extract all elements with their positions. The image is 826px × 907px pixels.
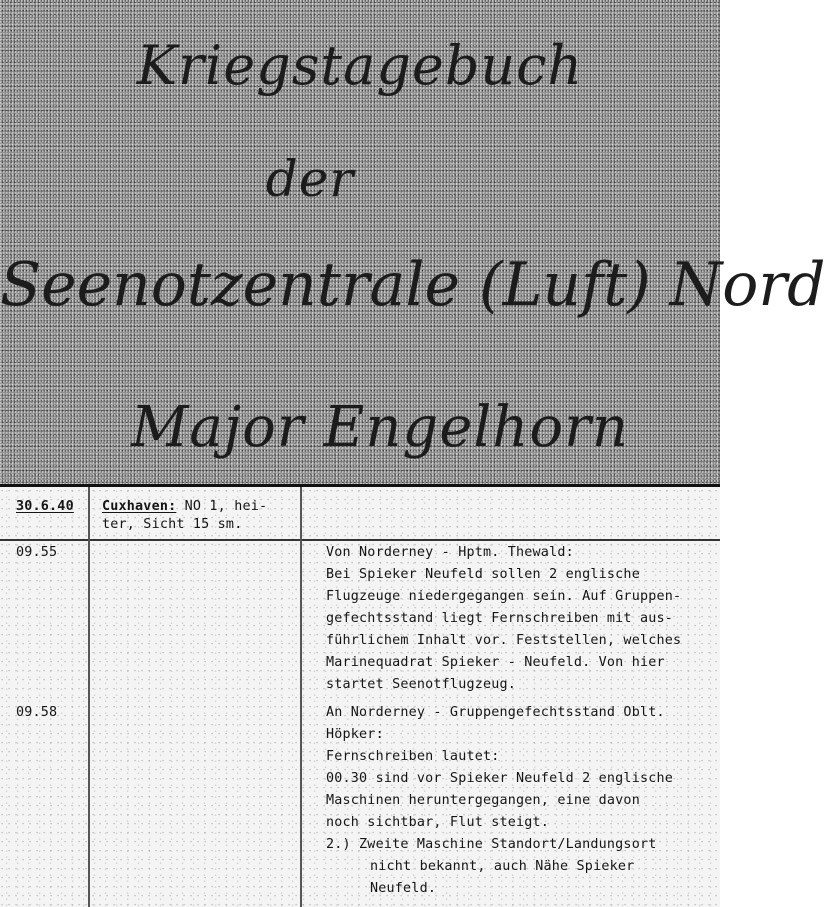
log-weather-line1: Cuxhaven: NO 1, hei- xyxy=(102,499,268,514)
column-rule-time xyxy=(88,487,90,907)
entry-time: 09.58 xyxy=(16,705,58,720)
entry-line: Marinequadrat Spieker - Neufeld. Von hier xyxy=(326,655,665,670)
entry-line: An Norderney - Gruppengefechtsstand Oblt. xyxy=(326,705,665,720)
entry-line: Von Norderney - Hptm. Thewald: xyxy=(326,545,574,560)
entry-line: Flugzeuge niedergegangen sein. Auf Gruppen- xyxy=(326,589,682,604)
entry-line: Bei Spieker Neufeld sollen 2 englische xyxy=(326,567,640,582)
entry-line: nicht bekannt, auch Nähe Spieker xyxy=(370,859,635,874)
entry-line: Fernschreiben lautet: xyxy=(326,749,500,764)
cover-unit: Seenotzentrale (Luft) Nord xyxy=(0,250,826,320)
cover-name: Major Engelhorn xyxy=(131,395,629,460)
cover-der: der xyxy=(265,150,355,208)
header-rule xyxy=(0,539,720,541)
entry-line: Neufeld. xyxy=(370,881,437,896)
entry-line: 00.30 sind vor Spieker Neufeld 2 englische xyxy=(326,771,673,786)
log-page xyxy=(0,484,720,907)
cover-title: Kriegstagebuch xyxy=(136,34,584,97)
column-rule-place xyxy=(300,487,302,907)
entry-line: gefechtsstand liegt Fernschreiben mit aus- xyxy=(326,611,673,626)
entry-time: 09.55 xyxy=(16,545,58,560)
entry-line: noch sichtbar, Flut steigt. xyxy=(326,815,550,830)
entry-line: 2.) Zweite Maschine Standort/Landungsort xyxy=(326,837,657,852)
entry-line: Höpker: xyxy=(326,727,384,742)
log-weather-line2: ter, Sicht 15 sm. xyxy=(102,517,243,532)
log-place: Cuxhaven: xyxy=(102,499,177,514)
entry-line: Maschinen heruntergegangen, eine davon xyxy=(326,793,640,808)
entry-line: führlichem Inhalt vor. Feststellen, welches xyxy=(326,633,682,648)
entry-line: startet Seenotflugzeug. xyxy=(326,677,517,692)
log-date: 30.6.40 xyxy=(16,499,74,514)
